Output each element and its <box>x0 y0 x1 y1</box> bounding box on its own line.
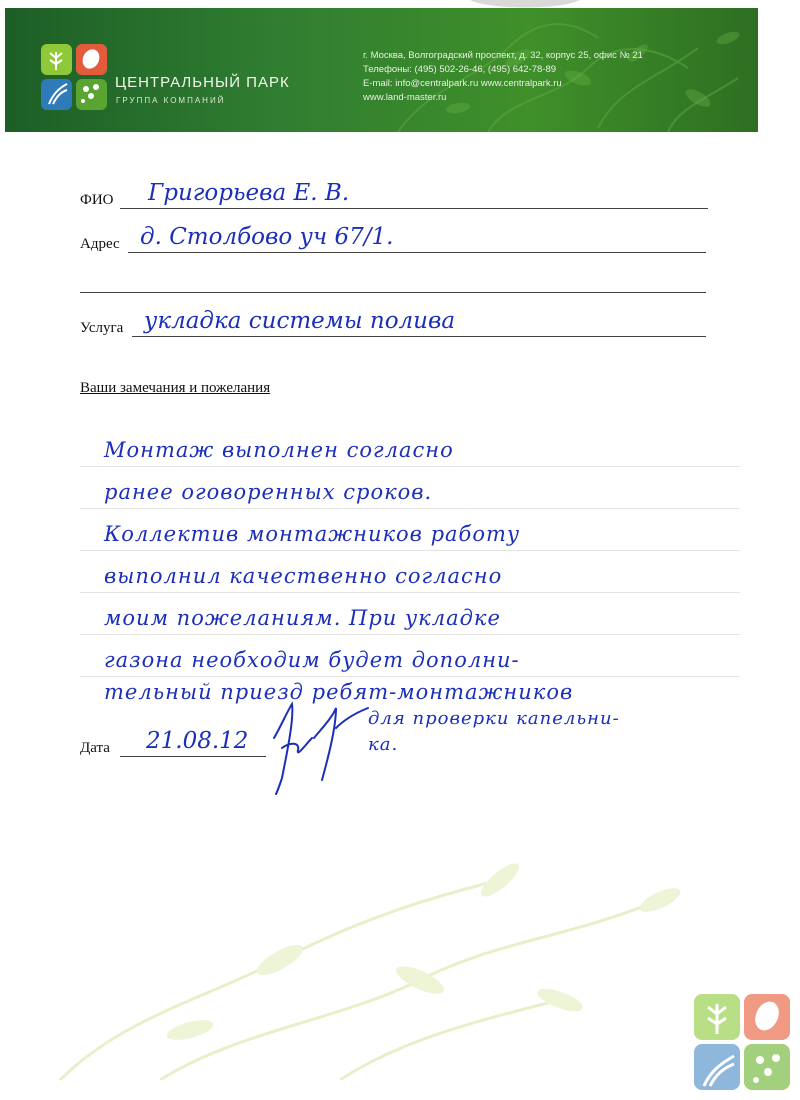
leaf-watermark <box>40 840 740 1080</box>
date-underline <box>120 756 266 757</box>
address-label: Адрес <box>80 236 120 252</box>
comment-rule <box>80 466 740 467</box>
comment-line: выполнил качественно согласно <box>104 564 503 588</box>
paper-clip-shadow <box>470 0 580 10</box>
comment-line: газона необходим будет дополни- <box>104 648 520 672</box>
company-header <box>5 8 758 132</box>
service-value: укладка системы полива <box>144 308 456 334</box>
comment-rule <box>80 634 740 635</box>
comment-line: моим пожеланиям. При укладке <box>104 606 501 630</box>
address-underline <box>128 252 706 253</box>
fio-underline <box>120 208 708 209</box>
logo-symbols-icon <box>41 44 107 110</box>
company-email[interactable]: E-mail: info@centralpark.ru www.centralpark.ru <box>363 78 562 89</box>
contact-block <box>363 49 643 105</box>
comment-rule <box>80 550 740 551</box>
date-value: 21.08.12 <box>146 728 249 754</box>
comment-line: тельный приезд ребят-монтажников <box>104 680 574 704</box>
fio-value: Григорьева Е. В. <box>148 180 350 206</box>
company-site[interactable]: www.land-master.ru <box>363 92 447 103</box>
brand-subtitle: ГРУППА КОМПАНИЙ <box>116 96 226 105</box>
company-phones: Телефоны: (495) 502-26-46, (495) 642-78-89 <box>363 64 557 75</box>
blank-line <box>80 292 706 293</box>
comment-rule <box>80 508 740 509</box>
date-label: Дата <box>80 740 110 756</box>
fio-label: ФИО <box>80 192 114 208</box>
comment-rule <box>80 676 740 677</box>
comments-title: Ваши замечания и пожелания <box>80 380 271 396</box>
service-label: Услуга <box>80 320 124 336</box>
signature-icon <box>262 698 372 798</box>
corner-logo <box>694 994 792 1090</box>
comment-line: Коллектив монтажников работу <box>104 522 521 546</box>
service-underline <box>132 336 706 337</box>
corner-logo-symbols-icon <box>694 994 792 1090</box>
company-address: г. Москва, Волгоградский проспект, д. 32, корпус 25, офис № 21 <box>363 50 643 61</box>
comment-rule <box>80 592 740 593</box>
brand-name: ЦЕНТРАЛЬНЫЙ ПАРК <box>115 74 290 91</box>
comment-line: Монтаж выполнен согласно <box>104 438 454 462</box>
comment-line: ранее оговоренных сроков. <box>104 480 433 504</box>
comment-line: ка. <box>368 734 399 755</box>
company-logo <box>41 44 107 110</box>
address-value: д. Столбово уч 67/1. <box>140 224 394 250</box>
comment-line: для проверки капельни- <box>368 708 620 729</box>
